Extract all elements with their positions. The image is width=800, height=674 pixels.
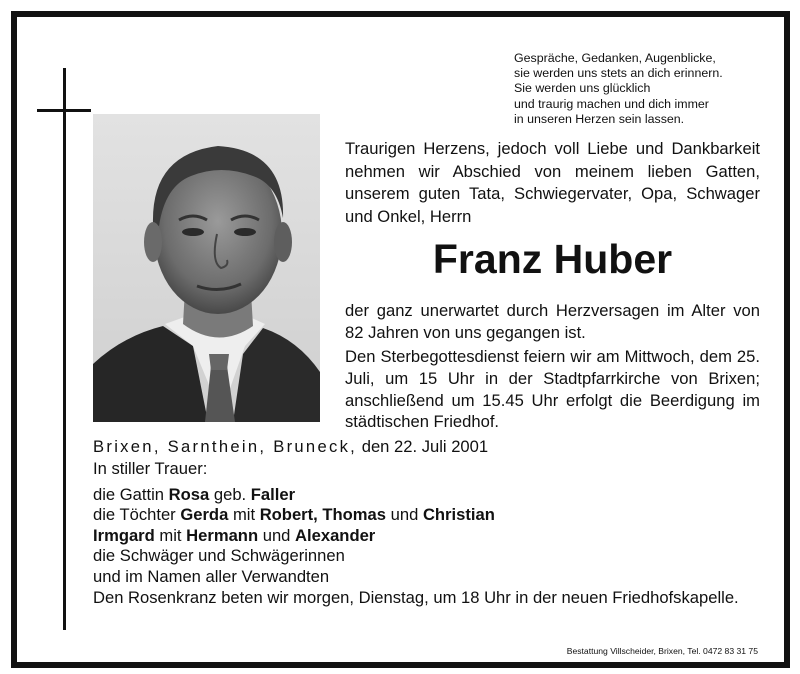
notice-date: den 22. Juli 2001: [361, 437, 489, 456]
mourner-name: Rosa: [168, 484, 210, 504]
mourner-text: mit: [232, 505, 256, 524]
portrait-image: [93, 114, 320, 422]
poem-line: sie werden uns stets an dich erinnern.: [514, 66, 723, 81]
rosary-text: Den Rosenkranz beten wir morgen, Dienstag, um 18 Uhr in der neuen Friedhofskapelle.: [93, 588, 739, 607]
mourner-line-daughter-irmgard: [93, 526, 593, 547]
intro-text: Traurigen Herzens, jedoch voll Liebe und Dankbarkeit nehmen wir Abschied von meinem lieben Gatten, unserem guten Tata, Schwiegervater, Opa, Schwager und Onkel, Herrn: [345, 139, 760, 226]
funeral-text: Den Sterbegottesdienst feiern wir am Mittwoch, dem 25. Juli, um 15 Uhr in der Stadtpfarrkirche von Brixen; anschließend um 15.45 Uhr erfolgt die Beerdigung im städtischen Friedhof.: [345, 347, 760, 432]
mourner-line-wife: [93, 485, 593, 506]
mourner-text: und: [262, 525, 291, 545]
poem-line: Gespräche, Gedanken, Augenblicke,: [514, 51, 716, 65]
deceased-name: Franz Huber: [432, 236, 673, 282]
cross-vertical-bar: [63, 68, 66, 630]
mourner-name: Alexander: [295, 525, 376, 545]
portrait-photo: [93, 114, 320, 422]
mourner-line-daughter-gerda: [93, 505, 593, 526]
mourner-text: die Töchter: [93, 505, 176, 524]
mourners-list: [93, 459, 593, 587]
mourner-line-siblings: die Schwäger und Schwägerinnen: [93, 546, 345, 565]
place-names: Brixen, Sarnthein, Bruneck,: [93, 437, 358, 456]
mourner-line-relatives: und im Namen aller Verwandten: [93, 566, 330, 586]
mourning-heading: In stiller Trauer:: [93, 459, 208, 478]
place-date-line: [93, 436, 488, 458]
mourner-name: Hermann: [186, 525, 259, 545]
mourner-name: Faller: [250, 484, 296, 504]
mourner-name: Robert, Thomas: [259, 505, 386, 524]
cross-horizontal-bar: [37, 109, 91, 112]
mourner-text: mit: [159, 525, 182, 545]
death-text: der ganz unerwartet durch Herzversagen im Alter von 82 Jahren von uns gegangen ist.: [345, 301, 760, 342]
mourner-text: und: [390, 505, 419, 524]
poem-line: und traurig machen und dich immer: [514, 96, 709, 111]
funeral-home-credit: Bestattung Villscheider, Brixen, Tel. 0472 83 31 75: [566, 646, 758, 656]
mourner-text: geb.: [213, 484, 247, 504]
mourner-text: die Gattin: [93, 484, 165, 504]
mourner-name: Gerda: [180, 505, 229, 524]
mourner-name: Christian: [422, 505, 495, 524]
poem-quote: [514, 51, 774, 127]
poem-line: in unseren Herzen sein lassen.: [514, 111, 685, 126]
poem-line: Sie werden uns glücklich: [514, 81, 651, 96]
mourner-name: Irmgard: [93, 525, 155, 545]
